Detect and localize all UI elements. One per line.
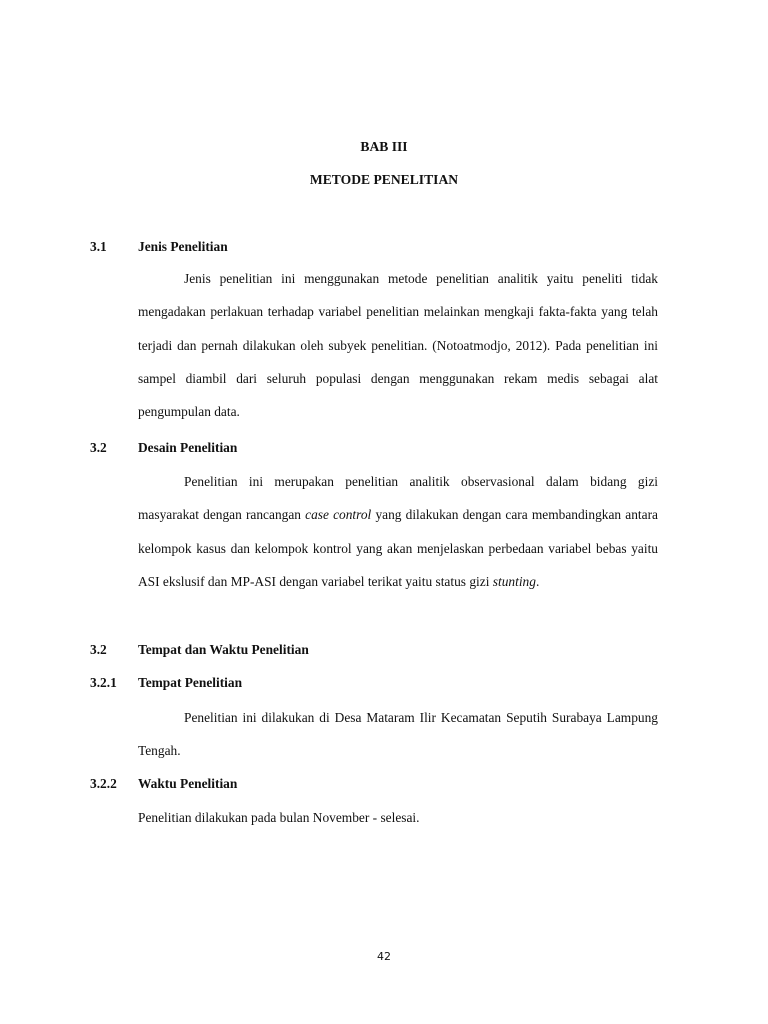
paragraph-tempat-penelitian: Penelitian ini dilakukan di Desa Mataram Ilir Kecamatan Seputih Surabaya Lampung Tengah.	[138, 710, 658, 759]
italic-term: case control	[305, 507, 372, 523]
chapter-label: BAB III	[360, 139, 408, 154]
section-title: Tempat Penelitian	[138, 675, 243, 690]
italic-term: stunting	[492, 573, 536, 589]
section-number: 3.2	[90, 440, 107, 455]
section-number: 3.1	[90, 239, 107, 254]
paragraph-jenis-penelitian: Jenis penelitian ini menggunakan metode penelitian analitik yaitu peneliti tidak mengadakan perlakuan terhadap variabel penelitian melainkan mengkaji fakta-fakta yang telah terjadi dan pernah dilakukan oleh subyek penelitian. (Notoatmodjo, 2012). Pada penelitian ini sampel diambil dari seluruh populasi dengan menggunakan rekam medis sebagai alat pengumpulan data.	[138, 271, 658, 420]
section-number: 3.2	[90, 642, 107, 657]
paragraph-text: yang dilakukan dengan cara membandingkan antara kelompok kasus dan kelompok kontrol yang akan menjelaskan perbedaan variabel bebas yaitu ASI ekslusif dan MP-ASI dengan variabel terikat yaitu status gizi	[138, 507, 658, 589]
paragraph-waktu-penelitian: Penelitian dilakukan pada bulan November - selesai.	[138, 810, 420, 825]
paragraph-text: .	[535, 573, 540, 589]
paragraph-text: Penelitian ini merupakan penelitian analitik observasional dalam bidang gizi masyarakat dengan rancangan	[138, 474, 658, 523]
page-number: 42	[377, 950, 391, 963]
section-title: Jenis Penelitian	[138, 239, 228, 254]
section-title: Waktu Penelitian	[138, 776, 238, 791]
section-number: 3.2.2	[90, 776, 117, 791]
section-title: Desain Penelitian	[138, 440, 238, 455]
paragraph-desain-penelitian	[138, 465, 658, 598]
section-number: 3.2.1	[90, 675, 117, 690]
chapter-title: METODE PENELITIAN	[309, 172, 459, 187]
section-title: Tempat dan Waktu Penelitian	[138, 642, 309, 657]
